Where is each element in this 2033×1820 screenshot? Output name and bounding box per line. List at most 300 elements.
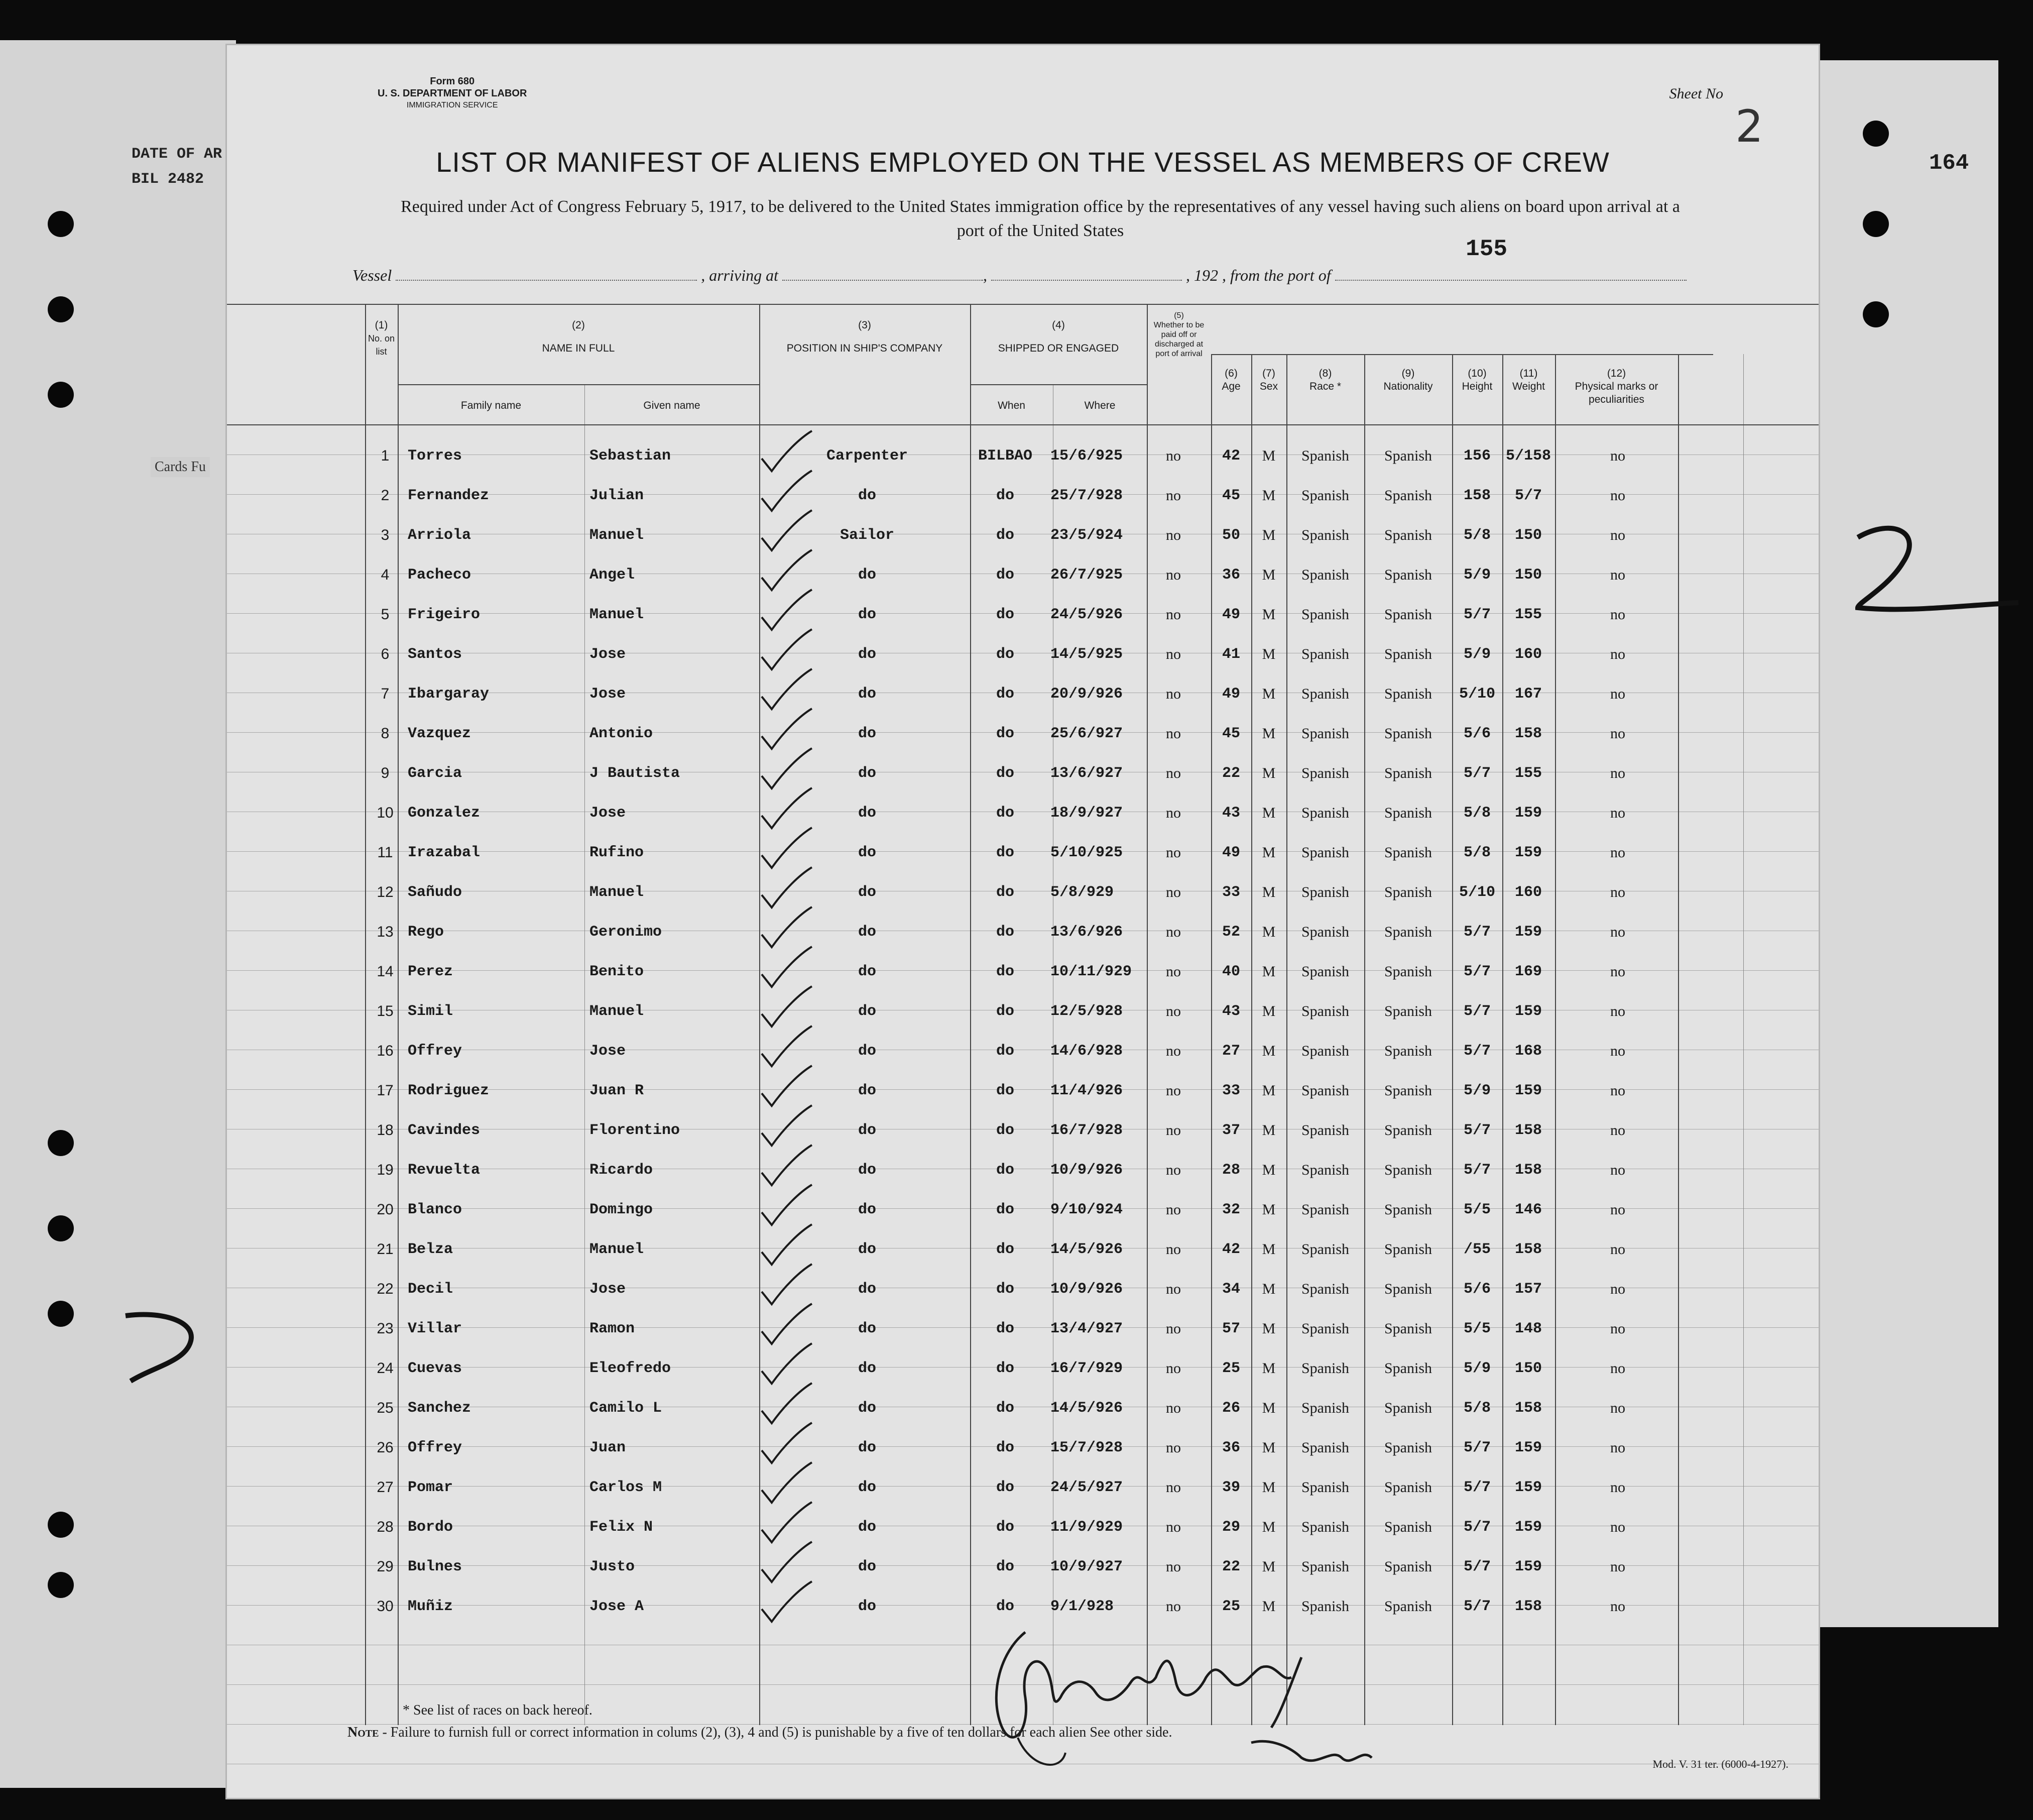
cell-no: 1 (381, 447, 390, 464)
cell-height: 5/7 (1463, 1558, 1491, 1575)
cell-when: do (996, 1320, 1014, 1337)
cell-family: Garcia (408, 765, 462, 782)
sheet-no-value: 2 (1735, 100, 1763, 152)
col-header-sex: (7) Sex (1259, 368, 1278, 392)
cell-position: do (858, 765, 876, 782)
cell-age: 36 (1222, 566, 1240, 584)
cell-age: 22 (1222, 1558, 1240, 1575)
cell-paid: no (1166, 566, 1181, 583)
table-row (227, 875, 1819, 915)
cell-physical: no (1610, 1558, 1625, 1575)
cell-no: 5 (381, 606, 390, 623)
cell-sex: M (1262, 844, 1276, 861)
col-header-weight: (11) Weight (1512, 368, 1545, 392)
cell-given: Jose (589, 1281, 626, 1298)
cell-weight: 169 (1514, 963, 1542, 980)
cell-sex: M (1262, 1003, 1276, 1019)
table-row (227, 518, 1819, 557)
cell-sex: M (1262, 1519, 1276, 1535)
cell-where: 14/5/926 (1050, 1241, 1123, 1258)
table-row (227, 637, 1819, 676)
cell-age: 49 (1222, 844, 1240, 861)
table-row (227, 795, 1819, 835)
from-port-field[interactable] (1335, 267, 1687, 281)
cell-sex: M (1262, 1320, 1276, 1337)
cell-position: do (858, 1598, 876, 1615)
cell-position: do (858, 805, 876, 822)
cell-family: Rodriguez (408, 1082, 490, 1099)
punch-hole (1863, 301, 1889, 327)
cell-weight: 159 (1514, 805, 1542, 822)
cell-nationality: Spanish (1384, 606, 1432, 623)
punch-hole (48, 1572, 74, 1598)
cell-paid: no (1166, 447, 1181, 464)
cell-family: Pacheco (408, 566, 471, 584)
col-header-shipped: (4) SHIPPED OR ENGAGED (998, 319, 1119, 354)
table-row (227, 1510, 1819, 1549)
cell-family: Irazabal (408, 844, 481, 861)
cell-nationality: Spanish (1384, 487, 1432, 504)
cell-position: do (858, 1201, 876, 1218)
cell-nationality: Spanish (1384, 1241, 1432, 1258)
cell-family: Pomar (408, 1479, 453, 1496)
cell-race: Spanish (1301, 1439, 1349, 1456)
cell-weight: 157 (1514, 1281, 1542, 1298)
cell-family: Cavindes (408, 1122, 481, 1139)
cell-position: do (858, 1281, 876, 1298)
cell-physical: no (1610, 566, 1625, 583)
cell-when: do (996, 1281, 1014, 1298)
cell-nationality: Spanish (1384, 884, 1432, 900)
cell-when: do (996, 1201, 1014, 1218)
cell-where: 14/6/928 (1050, 1043, 1123, 1060)
cell-nationality: Spanish (1384, 1400, 1432, 1416)
cell-weight: 160 (1514, 646, 1542, 663)
cell-given: Jose (589, 686, 626, 703)
cell-height: 5/7 (1463, 1479, 1491, 1496)
cell-given: Rufino (589, 844, 644, 861)
cell-sex: M (1262, 447, 1276, 464)
cell-no: 19 (377, 1162, 394, 1178)
cell-when: do (996, 1558, 1014, 1575)
cell-physical: no (1610, 1082, 1625, 1099)
cell-physical: no (1610, 1241, 1625, 1258)
form-mod-line: Mod. V. 31 ter. (6000-4-1927). (1652, 1758, 1788, 1770)
cell-given: Antonio (589, 725, 653, 742)
cell-sex: M (1262, 963, 1276, 980)
cell-height: /55 (1463, 1241, 1491, 1258)
cell-weight: 150 (1514, 1360, 1542, 1377)
cell-weight: 159 (1514, 1558, 1542, 1575)
cell-paid: no (1166, 606, 1181, 623)
cell-sex: M (1262, 1439, 1276, 1456)
cell-position: do (858, 1003, 876, 1020)
cell-height: 5/8 (1463, 527, 1491, 544)
cell-family: Blanco (408, 1201, 462, 1218)
col-header-given-name: Given name (643, 400, 700, 411)
cell-given: Manuel (589, 527, 644, 544)
cell-where: 10/11/929 (1050, 963, 1132, 980)
cell-position: do (858, 1519, 876, 1536)
cell-race: Spanish (1301, 566, 1349, 583)
cell-family: Gonzalez (408, 805, 481, 822)
cell-given: Felix N (589, 1519, 653, 1536)
cell-race: Spanish (1301, 1201, 1349, 1218)
cell-paid: no (1166, 686, 1181, 702)
cell-nationality: Spanish (1384, 1558, 1432, 1575)
cell-paid: no (1166, 805, 1181, 821)
cell-no: 13 (377, 924, 394, 940)
cell-height: 5/6 (1463, 725, 1491, 742)
table-row (227, 915, 1819, 954)
cell-position: do (858, 1122, 876, 1139)
cell-height: 5/7 (1463, 924, 1491, 941)
cell-sex: M (1262, 1400, 1276, 1416)
cell-age: 42 (1222, 447, 1240, 465)
cell-physical: no (1610, 1043, 1625, 1059)
cell-paid: no (1166, 1400, 1181, 1416)
cell-weight: 158 (1514, 1122, 1542, 1139)
cell-paid: no (1166, 1201, 1181, 1218)
cell-nationality: Spanish (1384, 844, 1432, 861)
cell-physical: no (1610, 487, 1625, 504)
cell-nationality: Spanish (1384, 765, 1432, 781)
cell-given: Jose (589, 805, 626, 822)
cell-age: 27 (1222, 1043, 1240, 1060)
cell-physical: no (1610, 1122, 1625, 1139)
cell-race: Spanish (1301, 1043, 1349, 1059)
cell-paid: no (1166, 844, 1181, 861)
cell-paid: no (1166, 963, 1181, 980)
cell-when: do (996, 1360, 1014, 1377)
cell-given: J Bautista (589, 765, 680, 782)
cell-physical: no (1610, 1003, 1625, 1019)
cell-weight: 158 (1514, 1400, 1542, 1417)
cell-race: Spanish (1301, 1558, 1349, 1575)
page-number: 155 (1466, 236, 1507, 262)
punch-hole (48, 296, 74, 322)
cell-sex: M (1262, 487, 1276, 504)
cell-paid: no (1166, 1241, 1181, 1258)
cell-where: 25/7/928 (1050, 487, 1123, 504)
cell-sex: M (1262, 1162, 1276, 1178)
cell-physical: no (1610, 963, 1625, 980)
cell-when: do (996, 1400, 1014, 1417)
cell-when: do (996, 1439, 1014, 1456)
cell-age: 37 (1222, 1122, 1240, 1139)
cell-physical: no (1610, 1519, 1625, 1535)
cell-race: Spanish (1301, 527, 1349, 543)
cell-nationality: Spanish (1384, 805, 1432, 821)
cell-race: Spanish (1301, 1003, 1349, 1019)
cell-family: Torres (408, 447, 462, 465)
cell-where: 9/10/924 (1050, 1201, 1123, 1218)
date-field[interactable] (991, 267, 1182, 281)
cell-age: 22 (1222, 765, 1240, 782)
cell-race: Spanish (1301, 805, 1349, 821)
cell-where: 13/4/927 (1050, 1320, 1123, 1337)
cell-height: 5/7 (1463, 1162, 1491, 1179)
cell-position: do (858, 1479, 876, 1496)
cell-sex: M (1262, 1082, 1276, 1099)
cell-weight: 150 (1514, 566, 1542, 584)
cell-paid: no (1166, 765, 1181, 781)
cell-position: do (858, 646, 876, 663)
cell-sex: M (1262, 646, 1276, 662)
cell-height: 5/5 (1463, 1201, 1491, 1218)
cell-sex: M (1262, 1479, 1276, 1496)
cell-position: do (858, 924, 876, 941)
cell-family: Sanchez (408, 1400, 471, 1417)
cell-given: Domingo (589, 1201, 653, 1218)
cell-nationality: Spanish (1384, 447, 1432, 464)
cell-position: do (858, 1043, 876, 1060)
cell-no: 29 (377, 1558, 394, 1575)
cell-nationality: Spanish (1384, 725, 1432, 742)
cell-when: do (996, 884, 1014, 901)
cell-weight: 5/158 (1505, 447, 1551, 465)
cell-age: 25 (1222, 1360, 1240, 1377)
cell-age: 34 (1222, 1281, 1240, 1298)
margin-bil-stamp: BIL 2482 (132, 171, 204, 188)
cell-given: Sebastian (589, 447, 671, 465)
cell-race: Spanish (1301, 447, 1349, 464)
cell-physical: no (1610, 1598, 1625, 1615)
cell-where: 16/7/929 (1050, 1360, 1123, 1377)
crew-manifest-table (227, 304, 1819, 1740)
cell-position: do (858, 725, 876, 742)
cell-height: 5/7 (1463, 1598, 1491, 1615)
cell-when: do (996, 805, 1014, 822)
cell-nationality: Spanish (1384, 1598, 1432, 1615)
form-number: Form 680 (430, 76, 475, 87)
cell-weight: 158 (1514, 725, 1542, 742)
cell-height: 5/9 (1463, 646, 1491, 663)
cell-nationality: Spanish (1384, 1122, 1432, 1139)
cell-age: 45 (1222, 725, 1240, 742)
cell-sex: M (1262, 805, 1276, 821)
cell-paid: no (1166, 1003, 1181, 1019)
cell-given: Eleofredo (589, 1360, 671, 1377)
cell-family: Simil (408, 1003, 453, 1020)
vessel-label: Vessel (352, 266, 392, 284)
cell-physical: no (1610, 1162, 1625, 1178)
cell-given: Geronimo (589, 924, 662, 941)
cell-physical: no (1610, 1281, 1625, 1297)
cell-when: do (996, 1082, 1014, 1099)
cell-nationality: Spanish (1384, 963, 1432, 980)
cell-physical: no (1610, 447, 1625, 464)
cell-where: 15/7/928 (1050, 1439, 1123, 1456)
table-row (227, 1470, 1819, 1510)
cell-nationality: Spanish (1384, 566, 1432, 583)
punch-hole (48, 1130, 74, 1156)
cell-when: do (996, 963, 1014, 980)
cell-physical: no (1610, 1320, 1625, 1337)
cell-given: Manuel (589, 1003, 644, 1020)
cell-nationality: Spanish (1384, 1043, 1432, 1059)
cell-where: 10/9/926 (1050, 1281, 1123, 1298)
cell-age: 57 (1222, 1320, 1240, 1337)
cell-family: Villar (408, 1320, 462, 1337)
cell-height: 156 (1463, 447, 1491, 465)
cell-sex: M (1262, 1598, 1276, 1615)
cell-position: do (858, 566, 876, 584)
table-row (227, 994, 1819, 1034)
col-header-no: (1) No. on list (368, 319, 395, 357)
cell-age: 45 (1222, 487, 1240, 504)
arriving-label: , arriving at (701, 266, 778, 284)
cell-position: do (858, 1558, 876, 1575)
cell-paid: no (1166, 1122, 1181, 1139)
col-header-nationality: (9) Nationality (1383, 368, 1433, 392)
cell-when: do (996, 765, 1014, 782)
cell-age: 52 (1222, 924, 1240, 941)
cell-nationality: Spanish (1384, 1320, 1432, 1337)
col-header-where: Where (1084, 400, 1116, 411)
cell-weight: 155 (1514, 606, 1542, 623)
cell-physical: no (1610, 725, 1625, 742)
cell-no: 12 (377, 884, 394, 900)
cell-physical: no (1610, 1360, 1625, 1377)
cell-weight: 160 (1514, 884, 1542, 901)
cell-paid: no (1166, 725, 1181, 742)
cell-no: 24 (377, 1360, 394, 1377)
cell-given: Jose (589, 1043, 626, 1060)
races-footnote: * See list of races on back hereof. (403, 1702, 592, 1718)
cell-family: Belza (408, 1241, 453, 1258)
col-header-race: (8) Race * (1309, 368, 1342, 392)
cell-weight: 146 (1514, 1201, 1542, 1218)
cell-race: Spanish (1301, 924, 1349, 940)
cell-paid: no (1166, 1162, 1181, 1178)
cell-family: Bordo (408, 1519, 453, 1536)
back-sheet-right (1808, 60, 1998, 1627)
table-row (227, 557, 1819, 597)
cell-nationality: Spanish (1384, 1439, 1432, 1456)
cell-no: 10 (377, 805, 394, 821)
table-row (227, 1113, 1819, 1153)
cell-family: Sañudo (408, 884, 462, 901)
cell-paid: no (1166, 1558, 1181, 1575)
cell-height: 5/7 (1463, 606, 1491, 623)
cell-age: 39 (1222, 1479, 1240, 1496)
cell-paid: no (1166, 1281, 1181, 1297)
cell-race: Spanish (1301, 1122, 1349, 1139)
cell-position: do (858, 1320, 876, 1337)
table-row (227, 1232, 1819, 1272)
margin-pen-mark (1848, 517, 2028, 628)
cell-where: 24/5/927 (1050, 1479, 1123, 1496)
vessel-line: Vessel , arriving at , , 192 , from the port of (352, 266, 1687, 285)
col-header-physical: (12) Physical marks or peculiarities (1575, 368, 1658, 405)
cell-position: do (858, 844, 876, 861)
cell-weight: 158 (1514, 1598, 1542, 1615)
cell-race: Spanish (1301, 844, 1349, 861)
cell-weight: 158 (1514, 1162, 1542, 1179)
table-row (227, 597, 1819, 637)
margin-card-note: Cards Fu (151, 457, 210, 477)
cell-race: Spanish (1301, 1479, 1349, 1496)
cell-where: 13/6/926 (1050, 924, 1123, 941)
cell-nationality: Spanish (1384, 1201, 1432, 1218)
cell-paid: no (1166, 1479, 1181, 1496)
cell-weight: 159 (1514, 844, 1542, 861)
cell-family: Muñiz (408, 1598, 453, 1615)
cell-position: Sailor (840, 527, 895, 544)
cell-no: 8 (381, 725, 390, 742)
table-row (227, 756, 1819, 795)
cell-physical: no (1610, 924, 1625, 940)
cell-when: do (996, 725, 1014, 742)
cell-sex: M (1262, 924, 1276, 940)
cell-race: Spanish (1301, 1241, 1349, 1258)
cell-sex: M (1262, 884, 1276, 900)
cell-age: 36 (1222, 1439, 1240, 1456)
cell-sex: M (1262, 1281, 1276, 1297)
cell-no: 18 (377, 1122, 394, 1139)
cell-no: 6 (381, 646, 390, 662)
cell-position: do (858, 1400, 876, 1417)
cell-height: 5/8 (1463, 1400, 1491, 1417)
cell-physical: no (1610, 646, 1625, 662)
punch-hole (1863, 121, 1889, 147)
cell-sex: M (1262, 765, 1276, 781)
cell-family: Revuelta (408, 1162, 481, 1179)
cell-race: Spanish (1301, 1281, 1349, 1297)
cell-height: 5/6 (1463, 1281, 1491, 1298)
cell-where: 11/4/926 (1050, 1082, 1123, 1099)
back-sheet-left (0, 40, 236, 1788)
cell-given: Ricardo (589, 1162, 653, 1179)
cell-when: do (996, 1479, 1014, 1496)
cell-height: 5/9 (1463, 566, 1491, 584)
cell-paid: no (1166, 1519, 1181, 1535)
manifest-sheet (227, 45, 1819, 1798)
cell-nationality: Spanish (1384, 1360, 1432, 1377)
penalty-note: Note - Failure to furnish full or correct information in colums (2), (3), 4 and (5) is punishable by a five of ten dollars for each alien See other side. (347, 1725, 1172, 1740)
cell-physical: no (1610, 884, 1625, 900)
cell-no: 9 (381, 765, 390, 781)
cell-age: 33 (1222, 884, 1240, 901)
cell-age: 43 (1222, 1003, 1240, 1020)
cell-given: Manuel (589, 606, 644, 623)
cell-where: 18/9/927 (1050, 805, 1123, 822)
cell-age: 28 (1222, 1162, 1240, 1179)
cell-height: 158 (1463, 487, 1491, 504)
punch-hole (48, 1215, 74, 1241)
cell-race: Spanish (1301, 884, 1349, 900)
cell-position: do (858, 1241, 876, 1258)
cell-family: Offrey (408, 1043, 462, 1060)
cell-position: do (858, 606, 876, 623)
cell-race: Spanish (1301, 1320, 1349, 1337)
cell-when: do (996, 527, 1014, 544)
department-name: U. S. DEPARTMENT OF LABOR (378, 88, 527, 99)
cell-no: 28 (377, 1519, 394, 1535)
arriving-field[interactable] (782, 267, 983, 281)
form-header (378, 75, 527, 111)
cell-given: Camilo L (589, 1400, 662, 1417)
cell-nationality: Spanish (1384, 1003, 1432, 1019)
cell-when: do (996, 1122, 1014, 1139)
cell-race: Spanish (1301, 1519, 1349, 1535)
vessel-field[interactable] (396, 267, 697, 281)
cell-given: Manuel (589, 884, 644, 901)
table-row (227, 1549, 1819, 1589)
cell-when: do (996, 566, 1014, 584)
cell-position: do (858, 963, 876, 980)
